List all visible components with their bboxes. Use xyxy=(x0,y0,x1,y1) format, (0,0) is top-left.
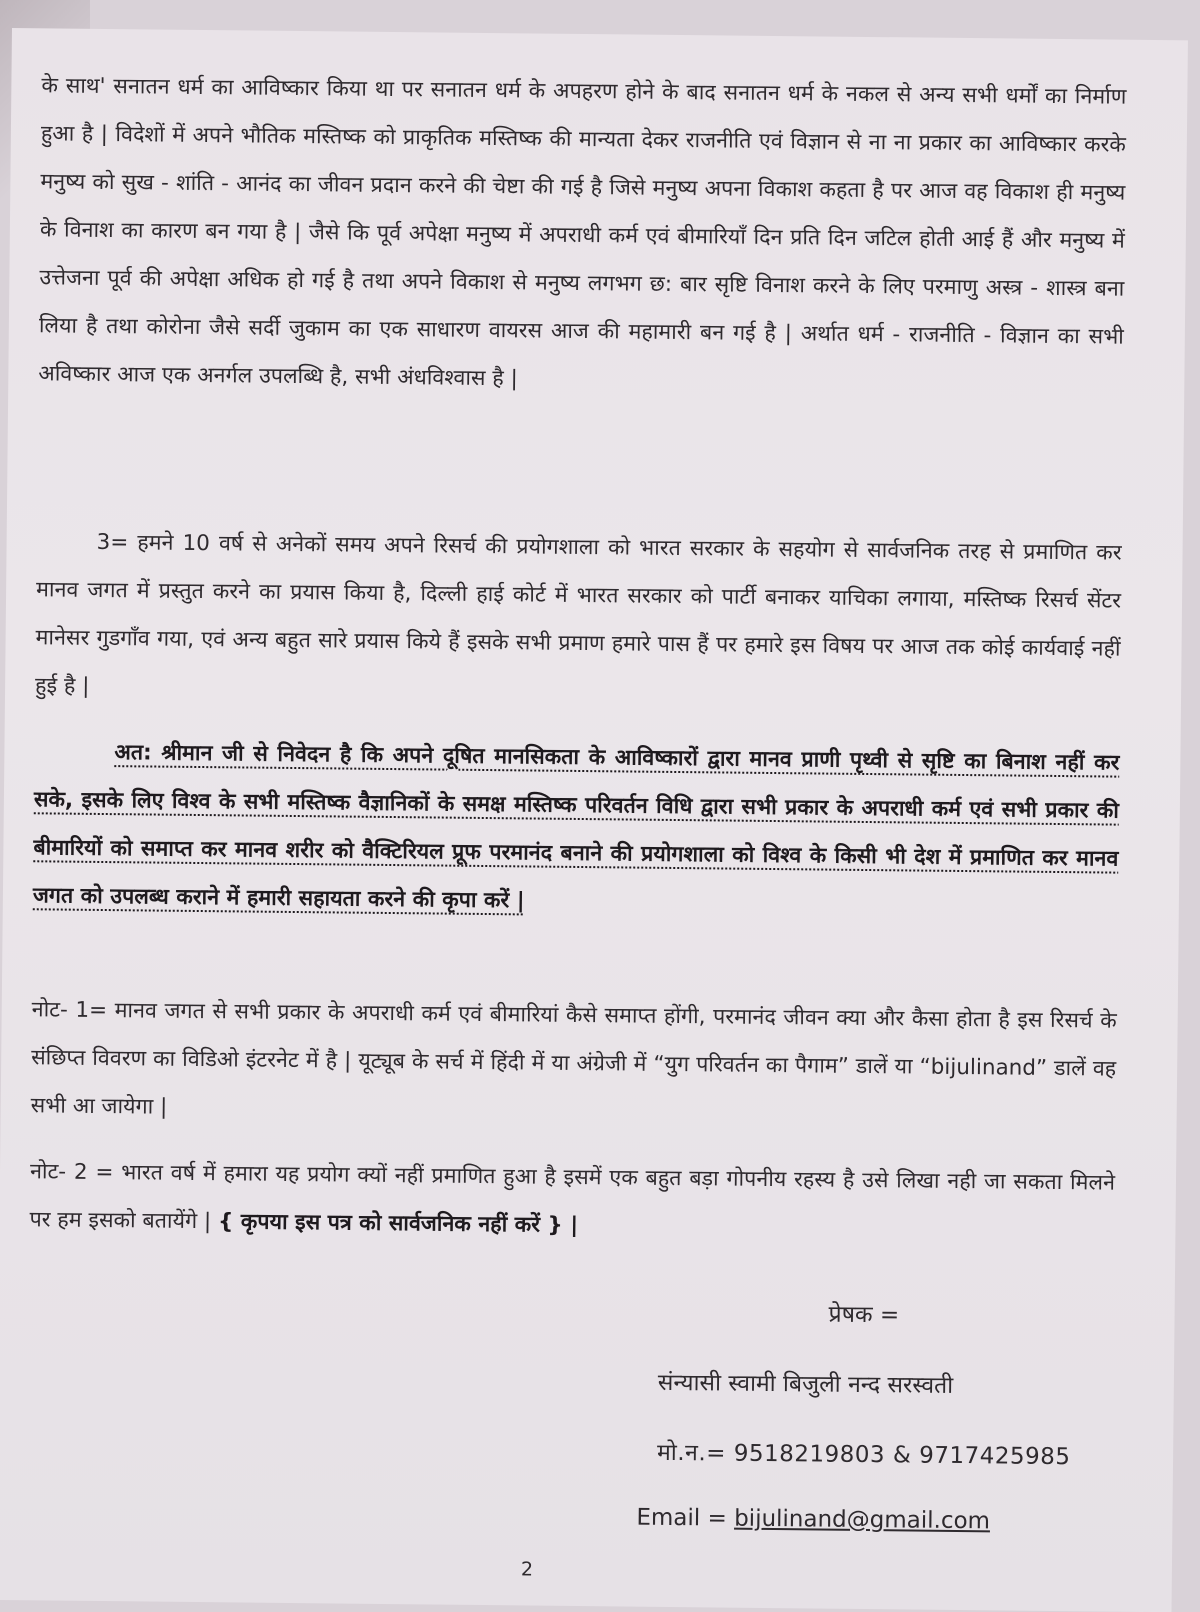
email-label: Email = xyxy=(636,1504,727,1532)
note-2-confidential: { कृपया इस पत्र को सार्वजनिक नहीं करें } | xyxy=(217,1209,579,1238)
note-2-text: नोट- 2 = भारत वर्ष में हमारा यह प्रयोग क्यों नहीं प्रमाणित हुआ है इसमें एक बहुत बड़ा गोपनीय रहस्य है उसे लिखा नही जा सकता मिलने पर हम इसको बतायेंगे | xyxy=(29,1159,1116,1235)
note-2 xyxy=(29,1148,1115,1255)
sender-name: संन्यासी स्वामी बिजुली नन्द सरस्वती xyxy=(657,1369,954,1399)
page-number: 2 xyxy=(520,1558,534,1581)
body-paragraph-2: 3= हमने 10 वर्ष से अनेकों समय अपने रिसर्च की प्रयोगशाला को भारत सरकार के सहयोग से सार्वजनिक तरह से प्रमाणित कर मानव जगत में प्रस्तुत करने का प्रयास किया है, दिल्ली हाई कोर्ट में भारत सरकार को पार्टी बनाकर याचिका लगाया, मस्तिष्क रिसर्च सेंटर मानेसर गुडगाँव गया, एवं अन्य बहुत सारे प्रयास किये हैं इसके सभी प्रमाण हमारे पास हैं पर हमारे इस विषय पर आज तक कोई कार्यवाई नहीं हुई है | xyxy=(34,529,1122,699)
email-address[interactable]: bijulinand@gmail.com xyxy=(734,1505,991,1535)
phone-numbers: मो.न.= 9518219803 & 9717425985 xyxy=(656,1439,1071,1471)
request-paragraph-text: अत: श्रीमान जी से निवेदन है कि अपने दूषित मानसिकता के आविष्कारों द्वारा मानव प्राणी पृथ्वी से सृष्टि का बिनाश नहीं कर सके, इसके लिए विश्व के सभी मस्तिष्क वैज्ञानिकों के समक्ष मस्तिष्क परिवर्तन विधि द्वारा सभी प्रकार के अपराधी कर्म एवं सभी प्रकार की बीमारियों को समाप्त कर मानव शरीर को वैक्टिरियल प्रूफ परमानंद बनाने की प्रयोगशाला को विश्व के किसी भी देश में प्रमाणित कर मानव जगत को उपलब्ध कराने में हमारी सहायता करने की कृपा करें | xyxy=(32,740,1120,914)
request-paragraph xyxy=(33,728,1120,931)
note-1: नोट- 1= मानव जगत से सभी प्रकार के अपराधी कर्म एवं बीमारियां कैसे समाप्त होंगी, परमानंद जीवन क्या और कैसा होता है इस रिसर्च के संछिप्त विवरण का विडिओ इंटरनेट में है | यूट्यूब के सर्च में हिंदी में या अंग्रेजी में “युग परिवर्तन का पैगाम” डालें या “bijulinand” डालें वह सभी आ जायेगा | xyxy=(30,997,1117,1120)
email-line xyxy=(636,1505,990,1535)
body-paragraph-1: के साथ' सनातन धर्म का आविष्कार किया था पर सनातन धर्म के अपहरण होने के बाद सनातन धर्म के नकल से अन्य सभी धर्मों का निर्माण हुआ है | विदेशों में अपने भौतिक मस्तिष्क को प्राकृतिक मस्तिष्क की मान्यता देकर राजनीति एवं विज्ञान से ना ना प्रकार का आविष्कार करके मनुष्य को सुख - शांति - आनंद का जीवन प्रदान करने की चेष्टा की गई है जिसे मनुष्य अपना विकाश कहता है पर आज वह विकाश ही मनुष्य के विनाश का कारण बन गया है | जैसे कि पूर्व अपेक्षा मनुष्य में अपराधी कर्म एवं बीमारियाँ दिन प्रति दिन जटिल होती आई हैं और मनुष्य में उत्तेजना पूर्व की अपेक्षा अधिक हो गई है तथा अपने विकाश से मनुष्य लगभग छ: बार सृष्टि विनाश करने के लिए परमाणु अस्त्र - शास्त्र बना लिया है तथा कोरोना जैसे सर्दी जुकाम का एक साधारण वायरस आज की महामारी बन गई है | अर्थात धर्म - राजनीति - विज्ञान का सभी अविष्कार आज एक अनर्गल उपलब्धि है, सभी अंधविश्वास है | xyxy=(38,73,1127,392)
letter-page xyxy=(0,28,1188,1612)
sender-label: प्रेषक = xyxy=(828,1301,900,1329)
